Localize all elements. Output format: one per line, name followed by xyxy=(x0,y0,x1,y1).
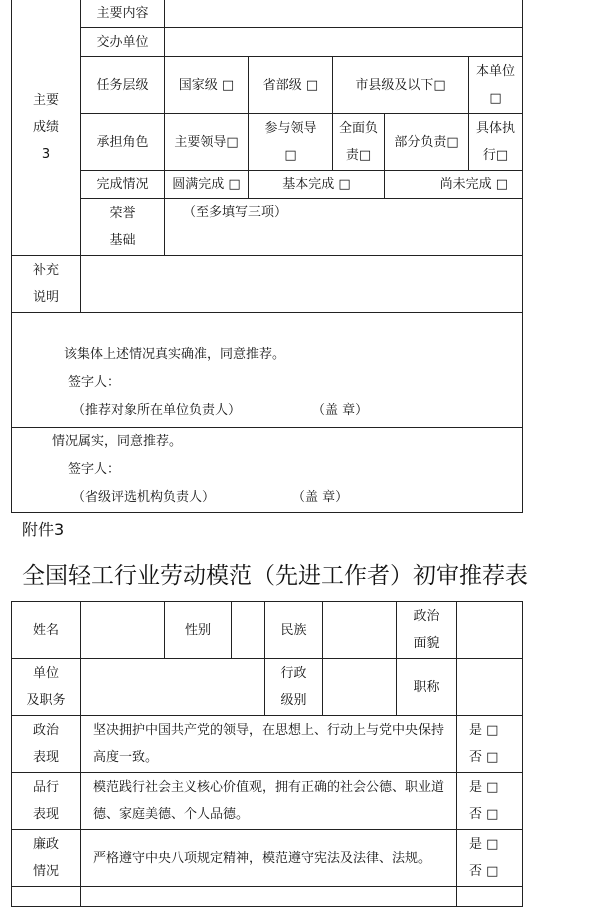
integrity-choice[interactable] xyxy=(457,830,523,887)
completion-label: 完成情况 xyxy=(81,171,165,199)
ethnicity-label: 民族 xyxy=(265,602,323,659)
main-content-label: 主要内容 xyxy=(81,0,165,28)
political-performance-choice[interactable] xyxy=(457,716,523,773)
political-performance-yes[interactable]: 是 □ xyxy=(469,723,499,738)
conduct-text: 模范践行社会主义核心价值观，拥有正确的社会公德、职业道德、家庭美德、个人品德。 xyxy=(81,773,457,830)
unit-position-label: 单位 及职务 xyxy=(12,659,81,716)
supplement-field[interactable] xyxy=(81,256,523,313)
integrity-text: 严格遵守中央八项规定精神，模范遵守宪法及法律、法规。 xyxy=(81,830,457,887)
ethnicity-field[interactable] xyxy=(323,602,397,659)
role-label: 承担角色 xyxy=(81,114,165,171)
provincial-opinion-statement: 情况属实，同意推荐。 xyxy=(52,434,183,449)
task-level-own-unit-option[interactable]: 本单位□ xyxy=(469,57,523,114)
role-participant-leader-option[interactable]: 参与领导□ xyxy=(249,114,333,171)
conduct-label: 品行 表现 xyxy=(12,773,81,830)
assigning-unit-field[interactable] xyxy=(165,28,523,57)
gender-label: 性别 xyxy=(165,602,232,659)
task-level-provincial-option[interactable]: 省部级 □ xyxy=(249,57,333,114)
admin-level-field[interactable] xyxy=(323,659,397,716)
unit-opinion-cell xyxy=(12,313,523,428)
task-level-label: 任务层级 xyxy=(81,57,165,114)
role-executor-option[interactable]: 具体执行□ xyxy=(469,114,523,171)
assigning-unit-label: 交办单位 xyxy=(81,28,165,57)
gender-field[interactable] xyxy=(232,602,265,659)
achievement-form xyxy=(11,0,523,513)
professional-title-field[interactable] xyxy=(457,659,523,716)
provincial-seal: （盖 章） xyxy=(292,490,349,505)
political-status-field[interactable] xyxy=(457,602,523,659)
political-performance-text: 坚决拥护中国共产党的领导，在思想上、行动上与党中央保持高度一致。 xyxy=(81,716,457,773)
task-level-national-option[interactable]: 国家级 □ xyxy=(165,57,249,114)
integrity-yes[interactable]: 是 □ xyxy=(469,837,499,852)
unit-seal: （盖 章） xyxy=(312,403,369,418)
unit-signer-label: 签字人： xyxy=(68,375,121,390)
provincial-opinion-cell xyxy=(12,428,523,513)
admin-level-label: 行政 级别 xyxy=(265,659,323,716)
attachment-label: 附件3 xyxy=(22,520,65,539)
political-performance-no[interactable]: 否 □ xyxy=(469,750,499,765)
professional-title-label: 职称 xyxy=(397,659,457,716)
honor-basis-label: 荣誉 基础 xyxy=(81,199,165,256)
provincial-signer-role: （省级评选机构负责人） xyxy=(72,490,216,505)
role-full-charge-option[interactable]: 全面负责□ xyxy=(333,114,385,171)
honor-basis-hint: （至多填写三项） xyxy=(183,205,288,220)
main-content-field[interactable] xyxy=(165,0,523,28)
supplement-label: 补充 说明 xyxy=(12,256,81,313)
political-performance-label: 政治 表现 xyxy=(12,716,81,773)
conduct-choice[interactable] xyxy=(457,773,523,830)
role-main-leader-option[interactable]: 主要领导□ xyxy=(165,114,249,171)
political-status-label: 政治 面貌 xyxy=(397,602,457,659)
integrity-no[interactable]: 否 □ xyxy=(469,864,499,879)
page-title: 全国轻工行业劳动模范（先进工作者）初审推荐表 xyxy=(22,563,528,589)
task-level-city-option[interactable]: 市县级及以下□ xyxy=(333,57,469,114)
completion-basic-option[interactable]: 基本完成 □ xyxy=(249,171,385,199)
provincial-signer-label: 签字人： xyxy=(68,462,121,477)
name-label: 姓名 xyxy=(12,602,81,659)
role-partial-charge-option[interactable]: 部分负责□ xyxy=(385,114,469,171)
completion-not-option[interactable]: 尚未完成 □ xyxy=(385,171,523,199)
unit-position-field[interactable] xyxy=(81,659,265,716)
honor-basis-field[interactable] xyxy=(165,199,523,256)
unit-signer-role: （推荐对象所在单位负责人） xyxy=(72,403,242,418)
unit-opinion-statement: 该集体上述情况真实确准，同意推荐。 xyxy=(64,347,286,362)
conduct-no[interactable]: 否 □ xyxy=(469,807,499,822)
main-achievement-label: 主要 成绩 3 xyxy=(12,0,81,256)
integrity-label: 廉政 情况 xyxy=(12,830,81,887)
name-field[interactable] xyxy=(81,602,165,659)
recommendation-form xyxy=(11,601,523,907)
completion-full-option[interactable]: 圆满完成 □ xyxy=(165,171,249,199)
conduct-yes[interactable]: 是 □ xyxy=(469,780,499,795)
